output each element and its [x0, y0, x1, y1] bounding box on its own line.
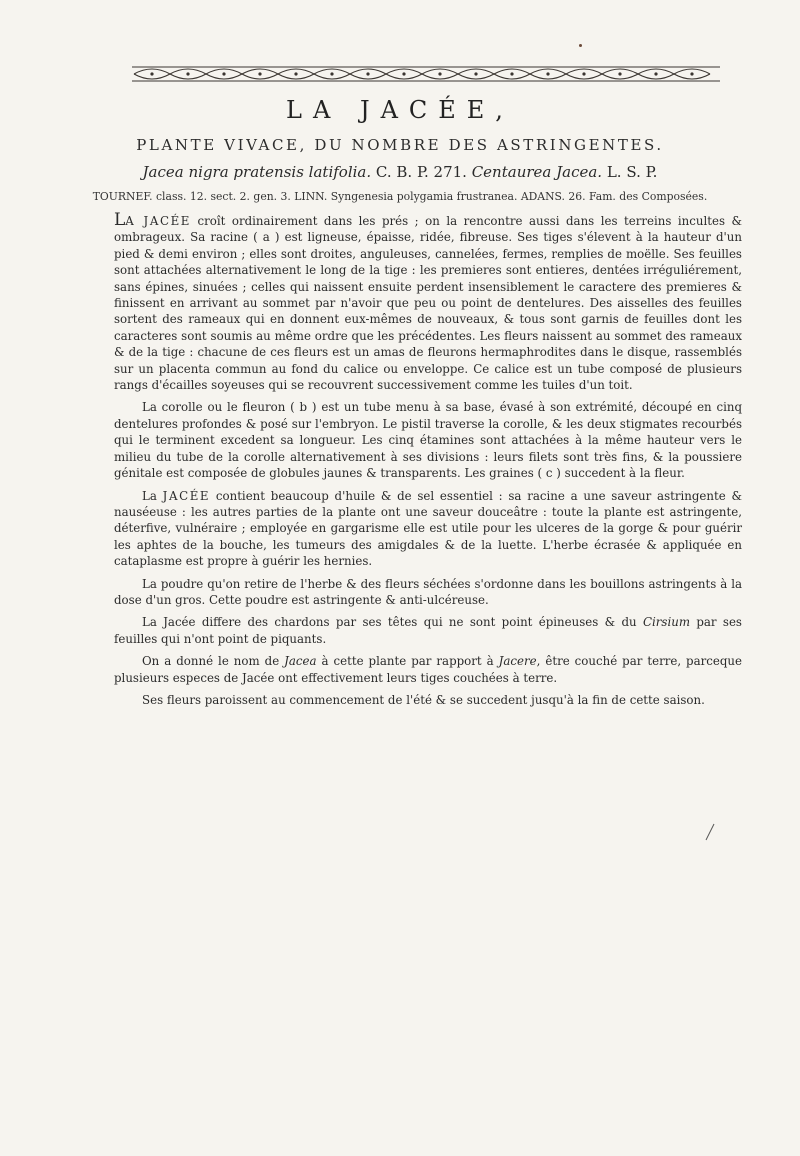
paragraph-corolla: La corolle ou le fleuron ( b ) est un tube menu à sa base, évasé à son extrémité, découpé en cinq dentelures profondes & posé sur l'embryon. Le pistil traverse la corolle, & les deux stigmates recourbés qui le terminent excedent sa longueur. Les cinq étamines sont attachées à la même hauteur vers le milieu du tube de la corolle alternativement à ses divisions : leurs filets sont très fins, & la poussiere génitale est composée de globules jaunes & transparents. Les graines ( c ) succedent à la fleur.: [114, 400, 742, 481]
paragraph-etymology: [114, 653, 742, 686]
italic-term: Jacea: [284, 654, 317, 669]
paragraph-powder: La poudre qu'on retire de l'herbe & des fleurs séchées s'ordonne dans les bouillons astringents à la dose d'un gros. Cette poudre est astringente & anti-ulcéreuse.: [114, 576, 742, 607]
paragraph-lead: On a donné le nom de: [142, 654, 285, 669]
paragraph-description: [114, 212, 742, 393]
page-title: LA JACÉE,: [286, 96, 514, 124]
paragraph-differences: [114, 614, 742, 647]
article-body: [114, 212, 742, 708]
synonym-reference-1: C. B. P. 271.: [371, 163, 472, 181]
paragraph-flowering: Ses fleurs paroissent au commencement de l'été & se succedent jusqu'à la fin de cette saison.: [142, 692, 705, 707]
paragraph-text: contient beaucoup d'huile & de sel essentiel : sa racine a une saveur astringente & nauséeuse : les autres parties de la plante ont une saveur douceâtre : toute la plante est astringente, déterfive, vulnéraire ; employée en gargarisme elle est utile pour les ulceres de la gorge & pour guérir les aphtes de la bouche, les tumeurs des amigdales & de la luette. L'herbe écrasée & appliquée en cataplasme est propre à guérir les hernies.: [114, 488, 742, 569]
paragraph-text: croît ordinairement dans les prés ; on la rencontre aussi dans les terreins incultes & ombrageux. Sa racine ( a ) est ligneuse, épaisse, ridée, fibreuse. Ses tiges s'élevent à la hauteur d'un pied & demi environ ; elles sont droites, anguleuses, cannelées, fermes, remplies de moëlle. Ses feuilles sont attachées alternativement le long de la tige : les premieres sont entieres, dentées irréguliérement, sans épines, sinuées ; celles qui naissent ensuite perdent insensiblement le caractere des premieres & finissent en arrivant au sommet par n'avoir que peu ou point de dentelures. Des aisselles des feuilles sortent des rameaux qui en donnent eux-mêmes de nouveaux, & tous sont garnis de feuilles dont les caracteres sont soumis au même ordre que les précédentes. Les fleurs naissent au sommet des rameaux & de la tige : chacune de ces fleurs est un amas de fleurons hermaphrodites dans le disque, rassemblés sur un placenta commun au fond du calice ou enveloppe. Ce calice est un tube composé de plusieurs rangs d'écailles soyeuses qui se recouvrent successivement comme les tuiles d'un toit.: [114, 214, 743, 393]
italic-term: Jacere: [498, 654, 537, 669]
paragraph-text: par ses feuilles qui n'ont point de piquants.: [114, 615, 742, 646]
plant-name: A JACÉE: [125, 214, 192, 228]
classification-references: TOURNEF. class. 12. sect. 2. gen. 3. LINN. Syngenesia polygamia frustranea. ADANS. 26. Fam. des Composées.: [92, 190, 708, 203]
decorative-ornament-band: [132, 64, 720, 84]
ink-speck: [579, 44, 582, 47]
plant-name: JACÉE: [162, 488, 211, 503]
italic-term: Cirsium: [642, 615, 691, 630]
synonym-latin-name-1: Jacea nigra pratensis latifolia.: [142, 163, 372, 181]
paragraph-mid: à cette plante par rapport à: [316, 654, 499, 669]
paragraph-lead: La: [142, 488, 163, 503]
drop-cap: L: [114, 210, 126, 230]
paragraph-lead: La Jacée differe des chardons par ses têtes qui ne sont point épineuses & du: [142, 615, 643, 630]
stray-pen-mark: [703, 822, 717, 842]
paragraph-text: , être couché par terre, parceque plusieurs especes de Jacée ont effectivement leurs tiges couchées à terre.: [114, 654, 742, 685]
synonym-reference-2: L. S. P.: [602, 163, 658, 181]
synonym-latin-name-2: Centaurea Jacea.: [471, 163, 603, 181]
botanical-synonyms: [0, 163, 800, 181]
paragraph-properties: [114, 488, 742, 570]
page-subtitle: PLANTE VIVACE, DU NOMBRE DES ASTRINGENTES.: [136, 136, 664, 154]
